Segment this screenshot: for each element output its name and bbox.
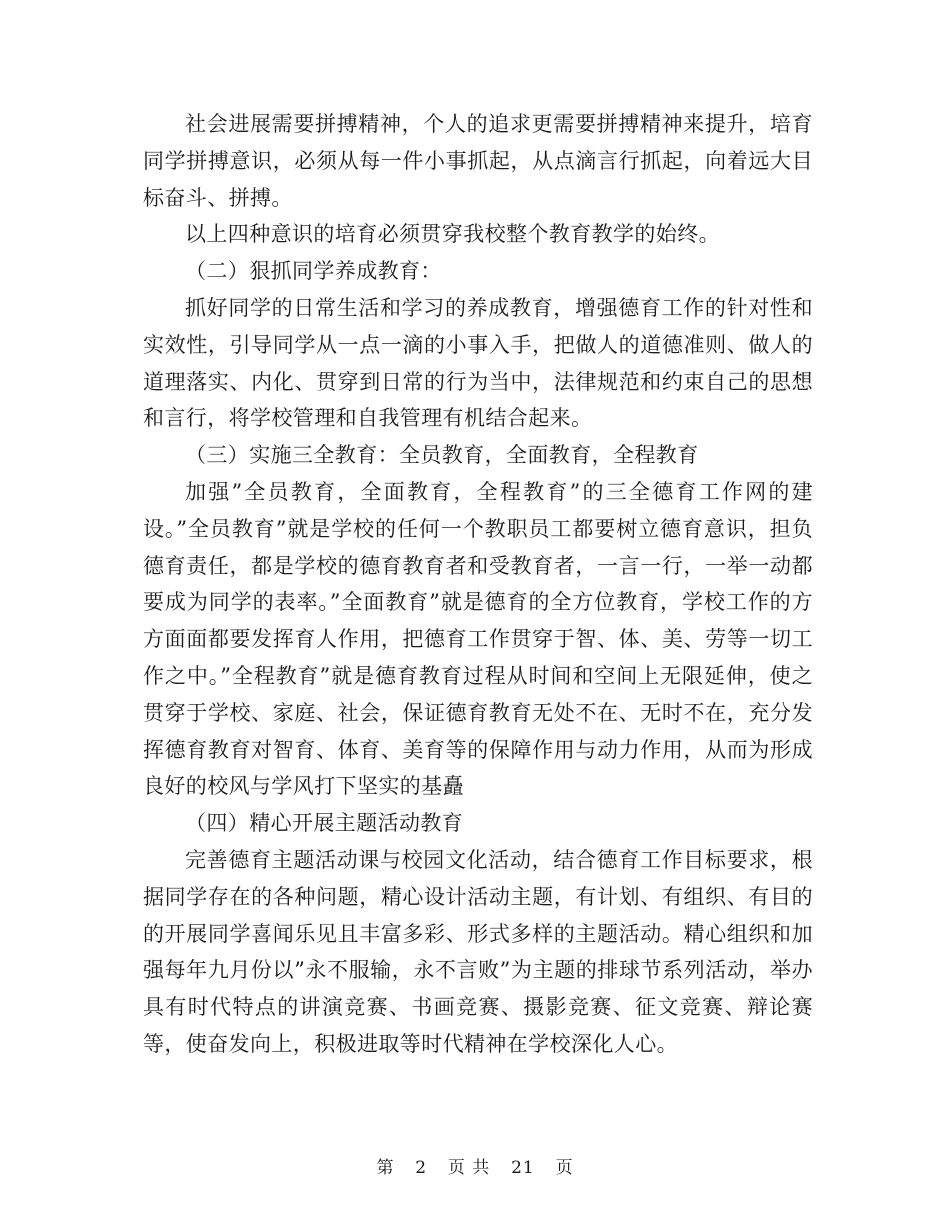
footer-suffix: 页	[555, 1158, 574, 1178]
total-page-count: 21	[511, 1158, 535, 1178]
document-body	[143, 106, 813, 1063]
section-heading-4: （四）精心开展主题活动教育	[185, 811, 464, 836]
section-heading-2: （二）狠抓同学养成教育：	[185, 259, 442, 284]
section-heading-3: （三）实施三全教育：全员教育，全面教育，全程教育	[185, 443, 699, 468]
footer-middle: 页 共	[447, 1158, 491, 1178]
paragraph-4: 加强”全员教育，全面教育，全程教育”的三全德育工作网的建设。”全员教育”就是学校的任何一个教职员工都要树立德育意识，担负德育责任，都是学校的德育教育者和受教育者，一言一行，一举一动都要成为同学的表率。”全面教育”就是德育的全方位教育，学校工作的方方面面都要发挥育人作用，把德育工作贯穿于智、体、美、劳等一切工作之中。”全程教育”就是德育教育过程从时间和空间上无限延伸，使之贯穿于学校、家庭、社会，保证德育教育无处不在、无时不在，充分发挥德育教育对智育、体育、美育等的保障作用与动力作用，从而为形成良好的校风与学风打下坚实的基矗	[143, 479, 813, 799]
paragraph-1: 社会进展需要拼搏精神，个人的追求更需要拼搏精神来提升，培育同学拼搏意识，必须从每一件小事抓起，从点滴言行抓起，向着远大目标奋斗、拼搏。	[143, 112, 813, 210]
paragraph-2: 以上四种意识的培育必须贯穿我校整个教育教学的始终。	[185, 222, 720, 247]
paragraph-5: 完善德育主题活动课与校园文化活动，结合德育工作目标要求，根据同学存在的各种问题，精心设计活动主题，有计划、有组织、有目的的开展同学喜闻乐见且丰富多彩、形式多样的主题活动。精心组织和加强每年九月份以”永不服输，永不言败”为主题的排球节系列活动，举办具有时代特点的讲演竞赛、书画竞赛、摄影竞赛、征文竞赛、辩论赛等，使奋发向上，积极进取等时代精神在学校深化人心。	[143, 847, 813, 1056]
page-footer	[0, 1153, 950, 1178]
footer-prefix: 第	[376, 1158, 395, 1178]
paragraph-3: 抓好同学的日常生活和学习的养成教育，增强德育工作的针对性和实效性，引导同学从一点一滴的小事入手，把做人的道德准则、做人的道理落实、内化、贯穿到日常的行为当中，法律规范和约束自己的思想和言行，将学校管理和自我管理有机结合起来。	[143, 295, 813, 431]
current-page-number: 2	[415, 1158, 428, 1178]
